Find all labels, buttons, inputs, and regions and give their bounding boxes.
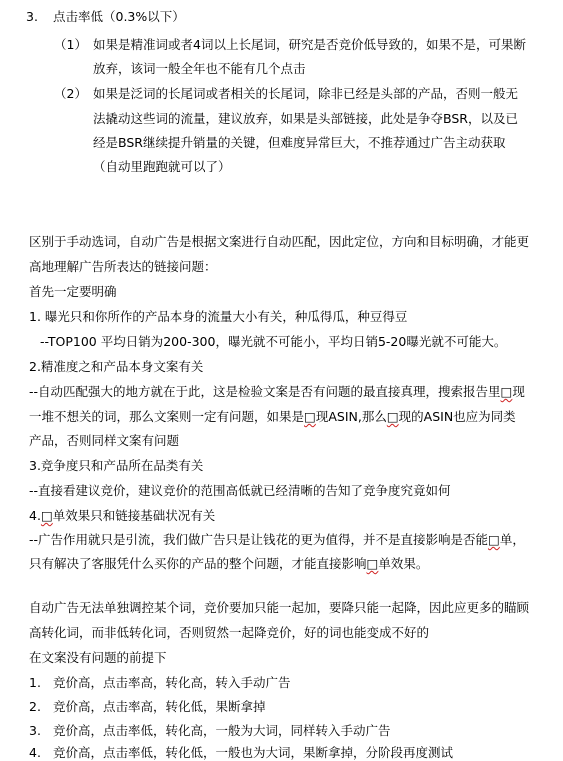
paragraph-line: 在文案没有问题的前提下 — [29, 650, 167, 665]
paragraph-line: （自动里跑跑就可以了） — [93, 159, 231, 174]
list-item-number: 2. — [29, 699, 41, 714]
paragraph-line: 首先一定要明确 — [29, 284, 117, 299]
point-heading: 3.竞争度只和产品所在品类有关 — [29, 458, 204, 473]
point-heading: 4.□单效果只和链接基础状况有关 — [29, 508, 216, 523]
missing-glyph: □ — [488, 532, 500, 547]
point-heading: 2.精准度之和产品本身文案有关 — [29, 359, 204, 374]
sub-item-number: （2） — [54, 86, 87, 101]
list-item: 竞价高，点击率高，转化高，转入手动广告 — [53, 675, 291, 690]
list-item: 竞价高，点击率高，转化低，果断拿掉 — [53, 699, 266, 714]
paragraph-line: 放弃，该词一般全年也不能有几个点击 — [93, 61, 306, 76]
missing-glyph: □ — [304, 409, 316, 424]
paragraph-line: 法撬动这些词的流量，建议放弃，如果是头部链接，此处是争夺BSR，以及已 — [93, 111, 518, 126]
section-number: 3. — [26, 9, 38, 24]
section-title: 点击率低（0.3%以下） — [53, 9, 185, 24]
missing-glyph: □ — [40, 508, 53, 523]
paragraph-line: 区别于手动选词，自动广告是根据文案进行自动匹配，因此定位，方向和目标明确，才能更 — [29, 234, 530, 249]
list-item: 竞价高，点击率低，转化高，一般为大词，同样转入手动广告 — [53, 723, 391, 738]
paragraph-line: 自动广告无法单独调控某个词，竞价要加只能一起加，要降只能一起降，因此应更多的瞄顾 — [29, 600, 530, 615]
paragraph-line: 高地理解广告所表达的链接问题： — [29, 259, 217, 274]
list-item-number: 3. — [29, 723, 41, 738]
paragraph-line: 一堆不想关的词，那么文案则一定有问题，如果是□现ASIN,那么□现的ASIN也应为同类 — [29, 409, 516, 424]
paragraph-line: 只有解决了客服凭什么买你的产品的整个问题，才能直接影响□单效果。 — [29, 556, 429, 571]
paragraph-line: 如果是泛词的长尾词或者相关的长尾词，除非已经是头部的产品，否则一般无 — [93, 86, 519, 101]
missing-glyph: □ — [386, 409, 399, 424]
missing-glyph: □ — [500, 384, 513, 399]
paragraph-line: 经是BSR继续提升销量的关键，但难度异常巨大，不推荐通过广告主动获取 — [93, 135, 506, 150]
paragraph-line: 高转化词，而非低转化词，否则贸然一起降竞价，好的词也能变成不好的 — [29, 625, 430, 640]
list-item-number: 1. — [29, 675, 41, 690]
list-item: 竞价高，点击率低，转化低，一般也为大词，果断拿掉，分阶段再度测试 — [53, 745, 454, 760]
paragraph-line: --直接看建议竞价，建议竞价的范围高低就已经清晰的告知了竞争度究竟如何 — [29, 483, 451, 498]
point-heading: 1. 曝光只和你所作的产品本身的流量大小有关，种瓜得瓜，种豆得豆 — [29, 309, 408, 324]
paragraph-line: --自动匹配强大的地方就在于此，这是检验文案是否有问题的最直接真理，搜索报告里□现 — [29, 384, 525, 399]
paragraph-line: --TOP100 平均日销为200-300，曝光就不可能小，平均日销5-20曝光就不可能大。 — [40, 334, 507, 349]
missing-glyph: □ — [366, 556, 379, 571]
paragraph-line: 产品，否则同样文案有问题 — [29, 433, 180, 448]
paragraph-line: --广告作用就只是引流，我们做广告只是让钱花的更为值得，并不是直接影响是否能□单， — [29, 532, 525, 547]
paragraph-line: 如果是精准词或者4词以上长尾词，研究是否竞价低导致的，如果不是，可果断 — [93, 37, 526, 52]
list-item-number: 4. — [29, 745, 41, 760]
sub-item-number: （1） — [54, 37, 87, 52]
